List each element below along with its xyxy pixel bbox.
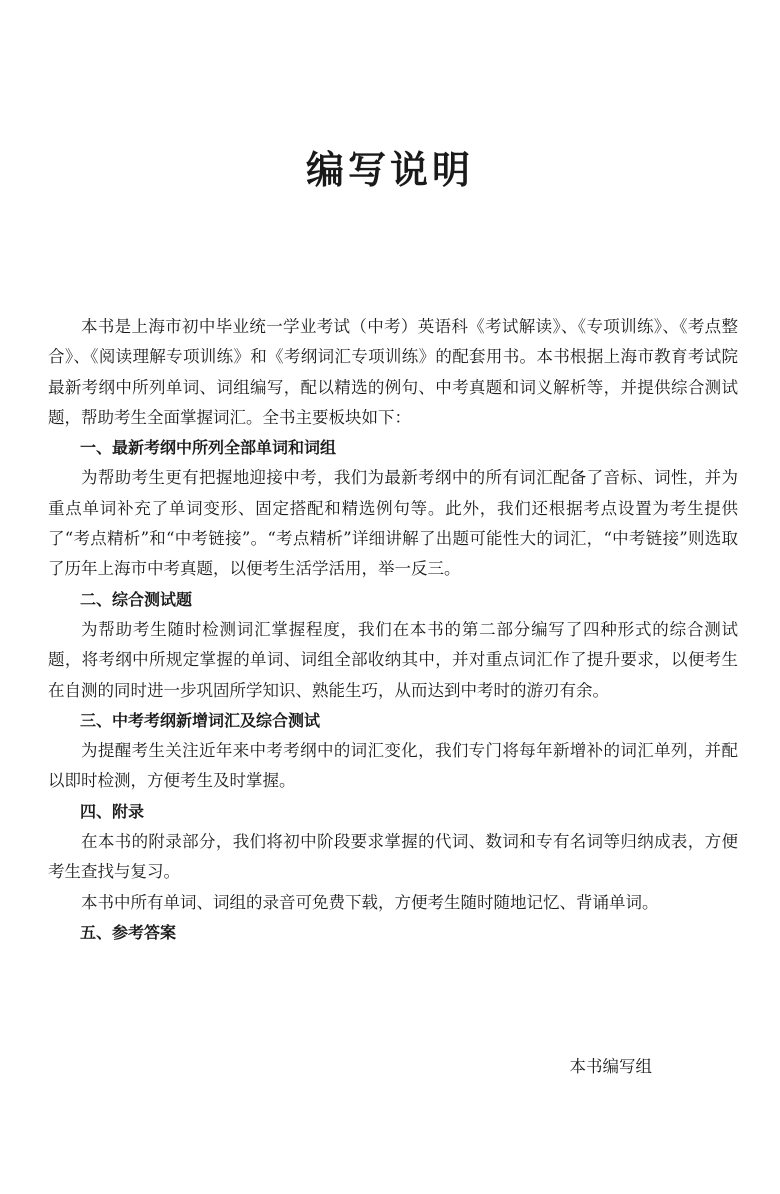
- section-heading-2: 二、综合测试题: [80, 589, 193, 609]
- section-heading-5: 五、参考答案: [80, 922, 177, 942]
- section-4-paragraph-1: 在本书的附录部分，我们将初中阶段要求掌握的代词、数词和专有名词等归纳成表，方便考生查找与复习。: [48, 832, 738, 882]
- section-heading-3: 三、中考考纲新增词汇及综合测试: [80, 710, 321, 730]
- intro-paragraph: 本书是上海市初中毕业统一学业考试（中考）英语科《考试解读》、《专项训练》、《考点整合》、《阅读理解专项训练》和《考纲词汇专项训练》的配套用书。本书根据上海市教育考试院最新考纲中所列单词、词组编写，配以精选的例句、中考真题和词义解析等，并提供综合测试题，帮助考生全面掌握词汇。全书主要板块如下：: [48, 317, 738, 427]
- document-body: [48, 312, 738, 948]
- section-2-paragraph: 为帮助考生随时检测词汇掌握程度，我们在本书的第二部分编写了四种形式的综合测试题，将考纲中所规定掌握的单词、词组全部收纳其中，并对重点词汇作了提升要求，以便考生在自测的同时进一步巩固所学知识、熟能生巧，从而达到中考时的游刃有余。: [48, 619, 738, 700]
- section-heading-1: 一、最新考纲中所列全部单词和词组: [80, 438, 337, 458]
- section-1-paragraph: 为帮助考生更有把握地迎接中考，我们为最新考纲中的所有词汇配备了音标、词性，并为重点单词补充了单词变形、固定搭配和精选例句等。此外，我们还根据考点设置为考生提供了“考点精析”和“中考链接”。“考点精析”详细讲解了出题可能性大的词汇，“中考链接”则选取了历年上海市中考真题，以便考生活学活用，举一反三。: [48, 468, 738, 579]
- page-title: 编写说明: [305, 148, 474, 192]
- section-heading-4: 四、附录: [80, 801, 145, 821]
- section-3-paragraph: 为提醒考生关注近年来中考考纲中的词汇变化，我们专门将每年新增补的词汇单列，并配以即时检测，方便考生及时掌握。: [48, 741, 738, 791]
- section-4-paragraph-2: 本书中所有单词、词组的录音可免费下载，方便考生随时随地记忆、背诵单词。: [81, 892, 659, 912]
- signature: 本书编写组: [569, 1057, 652, 1076]
